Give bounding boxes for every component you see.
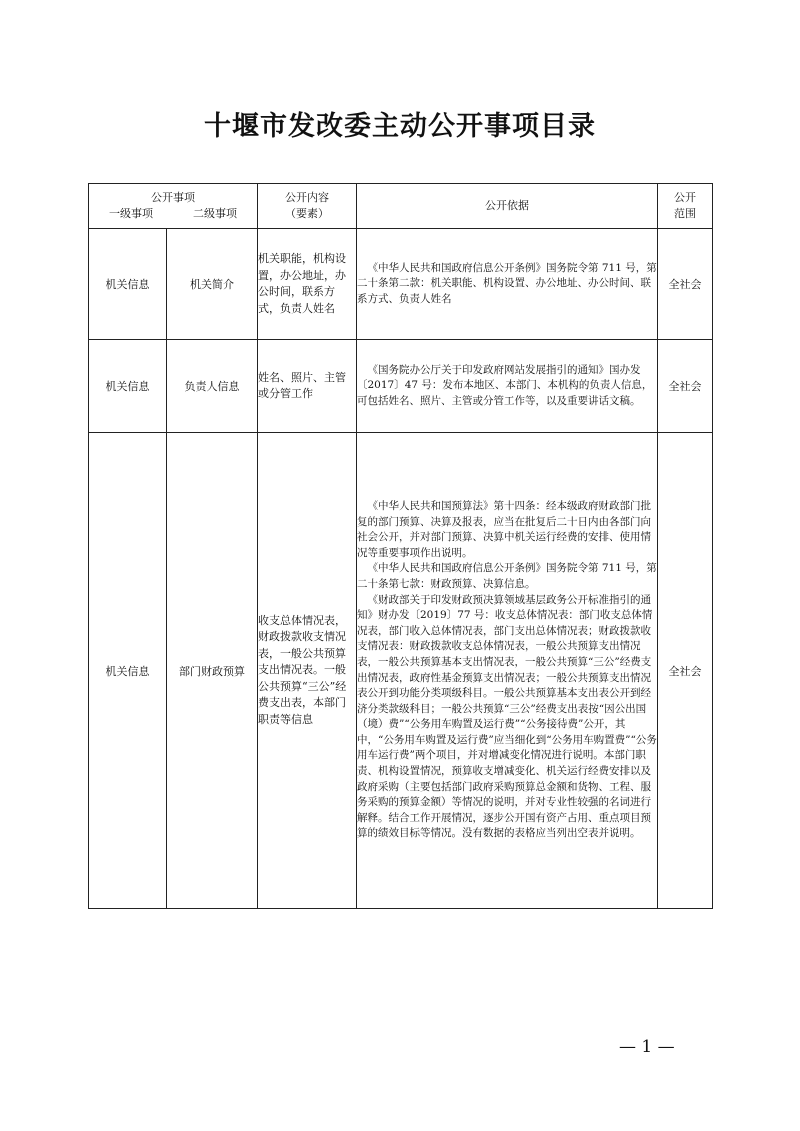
disclosure-catalog-table [88, 183, 713, 909]
row1-level1: 机关信息 [89, 229, 167, 340]
header-content [258, 184, 357, 229]
row2-level1: 机关信息 [89, 340, 167, 433]
row2-level2: 负责人信息 [167, 340, 258, 433]
row3-basis-para3: 《财政部关于印发财政预决算领域基层政务公开标准指引的通知》财办发〔2019〕77 号：收支总体情况表：部门收支总体情况表，部门收入总体情况表，部门支出总体情况表；财政拨款收支情况表：财政拨款收支总体情况表，一般公共预算支出情况表，一般公共预算基本支出情况表，一般公共预算“三公”经费支出情况表，政府性基金预算支出情况表；一般公共预算支出情况表公开到功能分类项级科目。一般公共预算基本支出表公开到经济分类款级科目；一般公共预算“三公”经费支出表按“因公出国（境）费”“公务用车购置及运行费”“公务接待费”公开，其中，“公务用车购置及运行费”应当细化到“公务用车购置费”“公务用车运行费”两个项目，并对增减变化情况进行说明。本部门职责、机构设置情况，预算收支增减变化、机关运行经费安排以及政府采购（主要包括部门政府采购预算总金额和货物、工程、服务采购的预算金额）等情况的说明，并对专业性较强的名词进行解释。结合工作开展情况，逐步公开国有资产占用、重点项目预算的绩效目标等情况。没有数据的表格应当列出空表并说明。 [357, 593, 657, 840]
row2-content: 姓名、照片、主管或分管工作 [258, 340, 357, 433]
row3-scope: 全社会 [658, 433, 713, 909]
table-row [89, 433, 713, 909]
header-scope-line2: 范围 [674, 207, 696, 220]
row3-basis-para1: 《中华人民共和国预算法》第十四条：经本级政府财政部门批复的部门预算、决算及报表，应当在批复后二十日内由各部门向社会公开，并对部门预算、决算中机关运行经费的安排、使用情况等重要事项作出说明。 [357, 499, 651, 559]
row3-basis [357, 433, 658, 909]
row3-level2: 部门财政预算 [167, 433, 258, 909]
table-header-row [89, 184, 713, 229]
row1-basis-para1: 《中华人民共和国政府信息公开条例》国务院令第 711 号，第二十条第二款：机关职能、机构设置、办公地址、办公时间、联系方式、负责人姓名 [357, 261, 657, 305]
row2-basis [357, 340, 658, 433]
row1-scope: 全社会 [658, 229, 713, 340]
table-row [89, 340, 713, 433]
header-scope-line1: 公开 [674, 191, 696, 204]
header-level2: 二级事项 [193, 207, 237, 220]
row1-level2: 机关简介 [167, 229, 258, 340]
page-title: 十堰市发改委主动公开事项目录 [204, 111, 596, 142]
header-matter [89, 184, 258, 229]
header-matter-label: 公开事项 [151, 191, 195, 204]
header-content-line1: 公开内容 [285, 191, 329, 204]
row2-scope: 全社会 [658, 340, 713, 433]
row3-content: 收支总体情况表，财政拨款收支情况表，一般公共预算支出情况表。一般公共预算“三公”经费支出表，本部门职责等信息 [258, 433, 357, 909]
row3-basis-para2: 《中华人民共和国政府信息公开条例》国务院令第 711 号，第二十条第七款：财政预算、决算信息。 [357, 562, 657, 590]
page-number: — 1 — [619, 1037, 675, 1057]
row3-level1: 机关信息 [89, 433, 167, 909]
row1-content: 机关职能，机构设置，办公地址，办公时间，联系方式，负责人姓名 [258, 229, 357, 340]
header-basis [357, 184, 658, 229]
header-scope [658, 184, 713, 229]
header-basis-label: 公开依据 [485, 199, 529, 212]
header-content-line2: （要素） [285, 207, 329, 220]
row2-basis-para1: 《国务院办公厅关于印发政府网站发展指引的通知》国办发〔2017〕47 号：发布本地区、本部门、本机构的负责人信息，可包括姓名、照片、主管或分管工作等，以及重要讲话文稿。 [357, 363, 653, 407]
header-level1: 一级事项 [109, 207, 153, 220]
table-row [89, 229, 713, 340]
row1-basis [357, 229, 658, 340]
